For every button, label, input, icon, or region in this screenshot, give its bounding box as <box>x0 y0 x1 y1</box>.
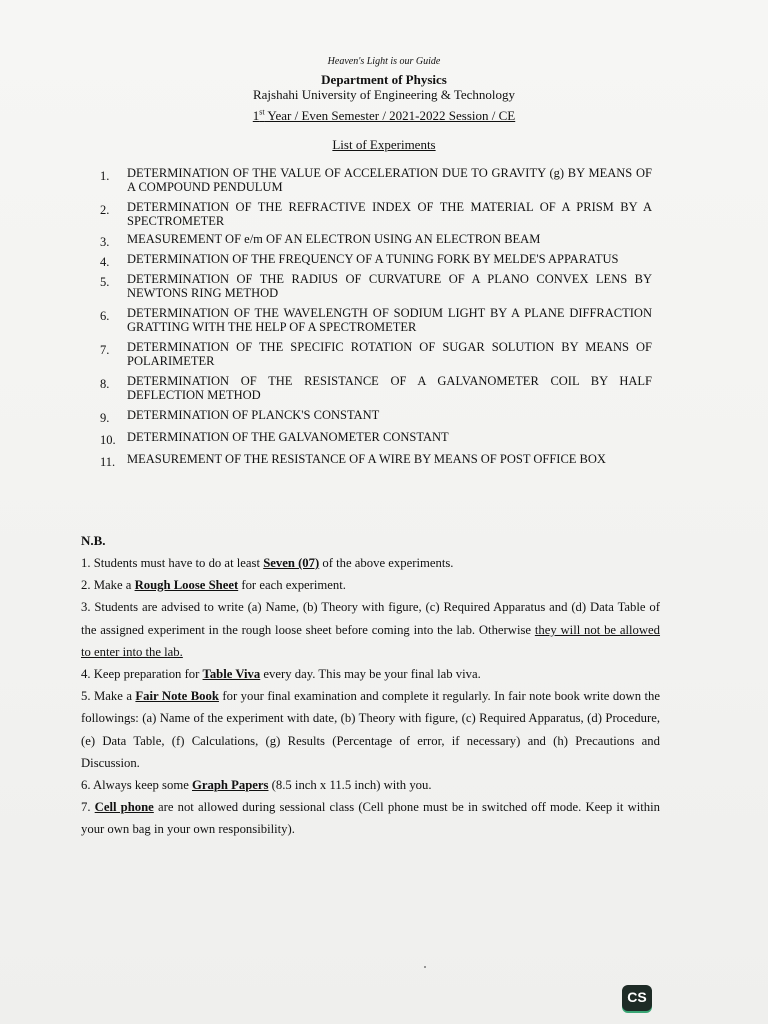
experiment-item <box>94 430 652 447</box>
experiment-item <box>94 252 652 269</box>
experiment-number: 9. <box>100 411 110 425</box>
note-text: of the above experiments. <box>319 556 454 570</box>
scan-speck <box>424 966 426 968</box>
experiment-list <box>94 166 652 469</box>
experiment-number: 4. <box>100 255 110 269</box>
experiment-number: 3. <box>100 235 110 249</box>
note-emphasis: they will not be allowed to enter into the lab. <box>81 622 661 659</box>
note-text: 2. Make a <box>81 578 135 593</box>
note-item <box>81 774 660 796</box>
notes-section <box>81 552 660 841</box>
note-emphasis: Cell phone <box>94 800 154 815</box>
experiment-number: 1. <box>100 169 110 183</box>
experiment-item <box>94 408 652 425</box>
note-emphasis: Rough Loose Sheet <box>134 578 239 593</box>
session-line <box>0 108 768 124</box>
department-name: Department of Physics <box>321 72 447 87</box>
experiment-item <box>94 272 652 300</box>
note-item <box>81 663 660 685</box>
experiment-number: 11. <box>100 455 116 469</box>
note-item <box>81 596 660 663</box>
experiment-title: DETERMINATION OF THE SPECIFIC ROTATION OF SUGAR SOLUTION BY MEANS OF POLARIMETER <box>127 340 652 368</box>
experiment-item <box>94 200 652 228</box>
experiment-item <box>94 374 652 402</box>
note-text: 4. Keep preparation for <box>81 667 203 682</box>
note-emphasis: Fair Note Book <box>135 689 219 704</box>
session-text: Year / Even Semester / 2021-2022 Session / CE <box>264 108 516 124</box>
camscanner-logo-icon: CS <box>622 985 652 1011</box>
nb-heading: N.B. <box>81 533 106 548</box>
note-emphasis: Table Viva <box>202 667 261 682</box>
university-motto: Heaven's Light is our Guide <box>327 56 441 67</box>
experiment-title: DETERMINATION OF THE RESISTANCE OF A GALVANOMETER COIL BY HALF DEFLECTION METHOD <box>127 374 652 402</box>
experiment-number: 6. <box>100 309 110 323</box>
experiment-title: DETERMINATION OF THE FREQUENCY OF A TUNING FORK BY MELDE'S APPARATUS <box>127 252 619 266</box>
experiment-number: 2. <box>100 203 110 217</box>
note-text: for your final examination and complete it regularly. In fair note book write down the followings: (a) Name of the experiment with date, (b) Theory with figure, (c) Required Apparatus, (d) Procedure, (e) Data Table, (f) Calculations, (g) Results (Percentage of error, if necessary) and (h) Precautions and Discussion. <box>81 689 660 770</box>
experiment-number: 5. <box>100 275 110 289</box>
experiment-item <box>94 452 652 469</box>
experiment-number: 8. <box>100 377 110 391</box>
note-text: are not allowed during sessional class (Cell phone must be in switched off mode. Keep it within your own bag in your own responsibility). <box>81 800 660 837</box>
note-text: 3. Students are advised to write (a) Name, (b) Theory with figure, (c) Required Apparatus and (d) Data Table of the assigned experiment in the rough loose sheet before coming into the lab. Otherwise <box>81 600 660 637</box>
experiment-title: DETERMINATION OF PLANCK'S CONSTANT <box>127 408 380 422</box>
note-text: 5. Make a <box>81 689 136 704</box>
note-item <box>81 574 660 596</box>
experiment-title: DETERMINATION OF THE REFRACTIVE INDEX OF THE MATERIAL OF A PRISM BY A SPECTROMETER <box>127 200 652 228</box>
experiment-item <box>94 166 652 194</box>
experiment-item <box>94 232 652 249</box>
list-title: List of Experiments <box>332 137 436 152</box>
experiment-item <box>94 340 652 368</box>
experiment-title: MEASUREMENT OF THE RESISTANCE OF A WIRE BY MEANS OF POST OFFICE BOX <box>127 452 606 466</box>
experiment-number: 10. <box>100 433 116 447</box>
note-item <box>81 552 660 574</box>
note-text: 7. <box>81 800 95 815</box>
note-emphasis: Graph Papers <box>192 778 269 793</box>
experiment-number: 7. <box>100 343 110 357</box>
note-text: 6. Always keep some <box>81 778 192 793</box>
experiment-title: MEASUREMENT OF e/m OF AN ELECTRON USING AN ELECTRON BEAM <box>127 232 541 246</box>
experiment-title: DETERMINATION OF THE RADIUS OF CURVATURE OF A PLANO CONVEX LENS BY NEWTONS RING METHOD <box>127 272 652 300</box>
note-text: 1. Students must have to do at least <box>81 556 264 570</box>
note-item <box>81 796 660 840</box>
note-item <box>81 685 660 774</box>
experiment-title: DETERMINATION OF THE GALVANOMETER CONSTANT <box>127 430 449 444</box>
experiment-title: DETERMINATION OF THE WAVELENGTH OF SODIUM LIGHT BY A PLANE DIFFRACTION GRATTING WITH THE HELP OF A SPECTROMETER <box>127 306 652 334</box>
experiment-item <box>94 306 652 334</box>
note-text: every day. This may be your final lab viva. <box>260 667 481 682</box>
year-superscript: st <box>259 108 265 117</box>
experiment-title: DETERMINATION OF THE VALUE OF ACCELERATION DUE TO GRAVITY (g) BY MEANS OF A COMPOUND PENDULUM <box>127 166 652 194</box>
university-name: Rajshahi University of Engineering & Technology <box>252 87 516 102</box>
note-emphasis: Seven (07) <box>263 556 320 570</box>
note-text: for each experiment. <box>238 578 346 593</box>
year-number: 1 <box>252 108 260 124</box>
note-text: (8.5 inch x 11.5 inch) with you. <box>268 778 432 793</box>
